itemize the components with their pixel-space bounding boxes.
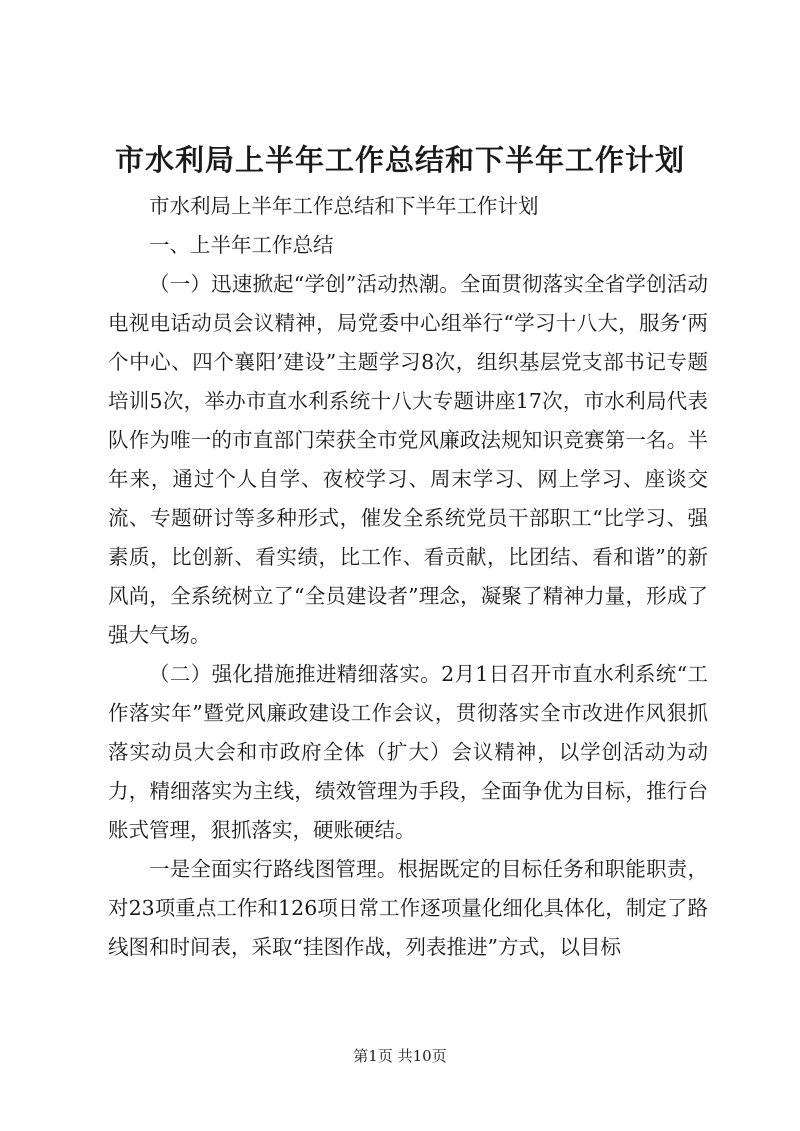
document-title: 市水利局上半年工作总结和下半年工作计划 — [114, 143, 685, 177]
document-body — [108, 187, 708, 967]
section-heading: 一、上半年工作总结 — [149, 233, 334, 257]
body-paragraph: （一）迅速掀起“学创”活动热潮。全面贯彻落实全省学创活动电视电话动员会议精神，局党委中心组举行“学习十八大，服务‘两个中心、四个襄阳’建设”主题学习8次，组织基层党支部书记专题培训5次，举办市直水利系统十八大专题讲座17次，市水利局代表队作为唯一的市直部门荣获全市党风廉政法规知识竞赛第一名。半年来，通过个人自学、夜校学习、周末学习、网上学习、座谈交流、专题研讨等多种形式，催发全系统党员干部职工“比学习、强素质，比创新、看实绩，比工作、看贡献，比团结、看和谐”的新风尚，全系统树立了“全员建设者”理念，凝聚了精神力量，形成了强大气场。 — [108, 272, 708, 647]
subtitle-paragraph: 市水利局上半年工作总结和下半年工作计划 — [149, 194, 539, 218]
body-paragraph: 一是全面实行路线图管理。根据既定的目标任务和职能职责，对23项重点工作和126项日常工作逐项量化细化具体化，制定了路线图和时间表，采取“挂图作战，列表推进”方式，以目标 — [108, 857, 708, 959]
page-number-footer: 第1页 共10页 — [353, 1047, 447, 1065]
body-paragraph: （二）强化措施推进精细落实。2月1日召开市直水利系统“工作落实年”暨党风廉政建设工作会议，贯彻落实全市改进作风狠抓落实动员大会和市政府全体（扩大）会议精神，以学创活动为动力，精细落实为主线，绩效管理为手段，全面争优为目标，推行台账式管理，狠抓落实，硬账硬结。 — [108, 662, 708, 842]
